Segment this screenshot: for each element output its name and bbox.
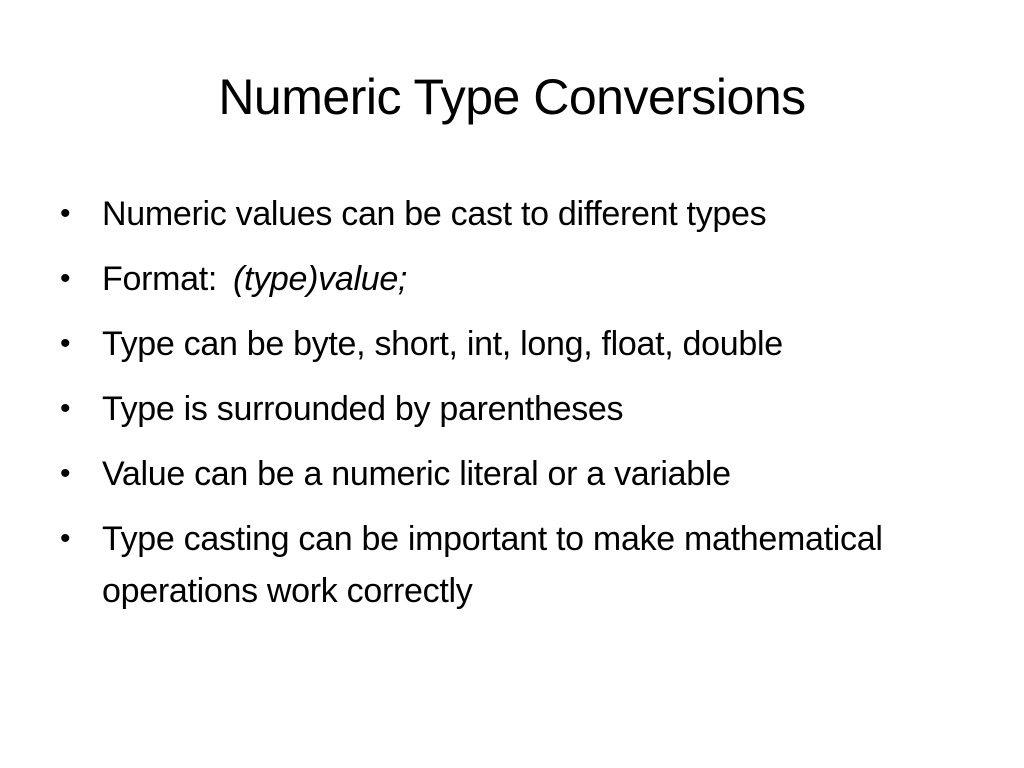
bullet-item xyxy=(60,253,980,305)
bullet-text: Type casting can be important to make mathematical operations work correctly xyxy=(102,520,883,610)
bullet-code-format: (type)value; xyxy=(233,260,408,298)
bullet-text: Type can be byte, short, int, long, float, double xyxy=(102,325,783,363)
bullet-text: Type is surrounded by parentheses xyxy=(102,390,624,428)
bullet-item xyxy=(60,188,980,240)
bullet-item xyxy=(60,318,980,370)
slide-title: Numeric Type Conversions xyxy=(218,69,806,125)
bullet-item xyxy=(60,513,980,617)
bullet-item xyxy=(60,448,980,500)
bullet-item xyxy=(60,383,980,435)
bullet-list xyxy=(60,188,980,630)
bullet-text: Numeric values can be cast to different types xyxy=(102,195,767,233)
bullet-text: Format: xyxy=(102,260,218,298)
bullet-text: Value can be a numeric literal or a variable xyxy=(102,455,731,493)
